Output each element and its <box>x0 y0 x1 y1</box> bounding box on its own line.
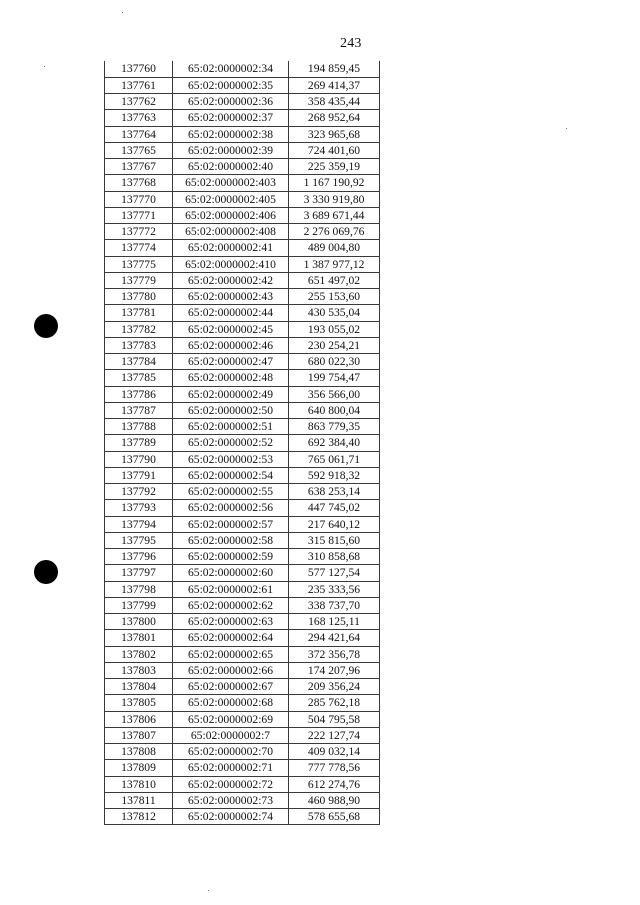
record-number-cell: 137788 <box>105 419 173 435</box>
cadastral-value-cell: 294 421,64 <box>289 630 380 646</box>
table-row <box>105 484 380 500</box>
table-row <box>105 597 380 613</box>
record-number-cell: 137795 <box>105 532 173 548</box>
cadastral-value-cell: 285 762,18 <box>289 695 380 711</box>
table-row <box>105 792 380 808</box>
cadastral-number-cell: 65:02:0000002:64 <box>173 630 289 646</box>
cadastral-number-cell: 65:02:0000002:51 <box>173 419 289 435</box>
record-number-cell: 137799 <box>105 597 173 613</box>
cadastral-number-cell: 65:02:0000002:405 <box>173 191 289 207</box>
table-row <box>105 386 380 402</box>
table-row <box>105 289 380 305</box>
cadastral-value-cell: 230 254,21 <box>289 337 380 353</box>
record-number-cell: 137764 <box>105 126 173 142</box>
table-row <box>105 126 380 142</box>
table-row <box>105 695 380 711</box>
cadastral-number-cell: 65:02:0000002:406 <box>173 207 289 223</box>
table-row <box>105 809 380 825</box>
table-row <box>105 402 380 418</box>
registry-table <box>104 61 380 825</box>
cadastral-value-cell: 235 333,56 <box>289 581 380 597</box>
cadastral-number-cell: 65:02:0000002:74 <box>173 809 289 825</box>
record-number-cell: 137808 <box>105 744 173 760</box>
cadastral-value-cell: 724 401,60 <box>289 142 380 158</box>
record-number-cell: 137793 <box>105 500 173 516</box>
cadastral-value-cell: 651 497,02 <box>289 272 380 288</box>
cadastral-number-cell: 65:02:0000002:70 <box>173 744 289 760</box>
cadastral-value-cell: 578 655,68 <box>289 809 380 825</box>
cadastral-number-cell: 65:02:0000002:56 <box>173 500 289 516</box>
cadastral-value-cell: 577 127,54 <box>289 565 380 581</box>
scan-speck <box>122 12 123 13</box>
table-row <box>105 744 380 760</box>
cadastral-number-cell: 65:02:0000002:60 <box>173 565 289 581</box>
record-number-cell: 137806 <box>105 711 173 727</box>
cadastral-value-cell: 225 359,19 <box>289 159 380 175</box>
table-row <box>105 61 380 77</box>
record-number-cell: 137772 <box>105 224 173 240</box>
record-number-cell: 137768 <box>105 175 173 191</box>
record-number-cell: 137803 <box>105 662 173 678</box>
cadastral-value-cell: 1 387 977,12 <box>289 256 380 272</box>
cadastral-number-cell: 65:02:0000002:72 <box>173 776 289 792</box>
cadastral-value-cell: 3 330 919,80 <box>289 191 380 207</box>
registry-table-body <box>105 61 380 825</box>
table-row <box>105 630 380 646</box>
cadastral-value-cell: 863 779,35 <box>289 419 380 435</box>
cadastral-number-cell: 65:02:0000002:68 <box>173 695 289 711</box>
cadastral-number-cell: 65:02:0000002:62 <box>173 597 289 613</box>
table-row <box>105 614 380 630</box>
scan-speck <box>566 128 567 129</box>
scan-speck <box>208 890 209 891</box>
cadastral-value-cell: 638 253,14 <box>289 484 380 500</box>
cadastral-number-cell: 65:02:0000002:47 <box>173 354 289 370</box>
table-row <box>105 94 380 110</box>
cadastral-number-cell: 65:02:0000002:58 <box>173 532 289 548</box>
cadastral-number-cell: 65:02:0000002:44 <box>173 305 289 321</box>
table-row <box>105 224 380 240</box>
punch-hole <box>34 560 58 584</box>
cadastral-number-cell: 65:02:0000002:42 <box>173 272 289 288</box>
record-number-cell: 137790 <box>105 451 173 467</box>
table-row <box>105 354 380 370</box>
cadastral-value-cell: 592 918,32 <box>289 467 380 483</box>
table-row <box>105 305 380 321</box>
cadastral-value-cell: 255 153,60 <box>289 289 380 305</box>
cadastral-number-cell: 65:02:0000002:66 <box>173 662 289 678</box>
cadastral-value-cell: 504 795,58 <box>289 711 380 727</box>
record-number-cell: 137765 <box>105 142 173 158</box>
table-row <box>105 240 380 256</box>
table-row <box>105 77 380 93</box>
table-row <box>105 679 380 695</box>
table-row <box>105 451 380 467</box>
cadastral-number-cell: 65:02:0000002:55 <box>173 484 289 500</box>
record-number-cell: 137782 <box>105 321 173 337</box>
table-row <box>105 272 380 288</box>
table-row <box>105 662 380 678</box>
cadastral-number-cell: 65:02:0000002:403 <box>173 175 289 191</box>
record-number-cell: 137800 <box>105 614 173 630</box>
record-number-cell: 137810 <box>105 776 173 792</box>
record-number-cell: 137771 <box>105 207 173 223</box>
record-number-cell: 137794 <box>105 516 173 532</box>
record-number-cell: 137789 <box>105 435 173 451</box>
cadastral-value-cell: 430 535,04 <box>289 305 380 321</box>
record-number-cell: 137783 <box>105 337 173 353</box>
record-number-cell: 137798 <box>105 581 173 597</box>
table-row <box>105 581 380 597</box>
table-row <box>105 191 380 207</box>
table-row <box>105 727 380 743</box>
cadastral-number-cell: 65:02:0000002:69 <box>173 711 289 727</box>
cadastral-number-cell: 65:02:0000002:7 <box>173 727 289 743</box>
cadastral-value-cell: 680 022,30 <box>289 354 380 370</box>
table-row <box>105 711 380 727</box>
cadastral-value-cell: 268 952,64 <box>289 110 380 126</box>
record-number-cell: 137801 <box>105 630 173 646</box>
cadastral-value-cell: 194 859,45 <box>289 61 380 77</box>
record-number-cell: 137763 <box>105 110 173 126</box>
cadastral-number-cell: 65:02:0000002:65 <box>173 646 289 662</box>
record-number-cell: 137784 <box>105 354 173 370</box>
table-row <box>105 776 380 792</box>
cadastral-value-cell: 338 737,70 <box>289 597 380 613</box>
scan-speck <box>44 66 45 67</box>
cadastral-value-cell: 358 435,44 <box>289 94 380 110</box>
table-row <box>105 760 380 776</box>
cadastral-value-cell: 209 356,24 <box>289 679 380 695</box>
cadastral-number-cell: 65:02:0000002:63 <box>173 614 289 630</box>
cadastral-number-cell: 65:02:0000002:48 <box>173 370 289 386</box>
cadastral-number-cell: 65:02:0000002:39 <box>173 142 289 158</box>
record-number-cell: 137812 <box>105 809 173 825</box>
cadastral-number-cell: 65:02:0000002:54 <box>173 467 289 483</box>
cadastral-value-cell: 199 754,47 <box>289 370 380 386</box>
table-row <box>105 175 380 191</box>
cadastral-number-cell: 65:02:0000002:410 <box>173 256 289 272</box>
record-number-cell: 137760 <box>105 61 173 77</box>
cadastral-value-cell: 269 414,37 <box>289 77 380 93</box>
page-number: 243 <box>340 36 362 51</box>
cadastral-number-cell: 65:02:0000002:40 <box>173 159 289 175</box>
cadastral-value-cell: 640 800,04 <box>289 402 380 418</box>
cadastral-value-cell: 1 167 190,92 <box>289 175 380 191</box>
table-row <box>105 549 380 565</box>
cadastral-number-cell: 65:02:0000002:71 <box>173 760 289 776</box>
table-row <box>105 516 380 532</box>
cadastral-number-cell: 65:02:0000002:45 <box>173 321 289 337</box>
table-row <box>105 207 380 223</box>
table-row <box>105 467 380 483</box>
record-number-cell: 137775 <box>105 256 173 272</box>
table-row <box>105 646 380 662</box>
cadastral-number-cell: 65:02:0000002:57 <box>173 516 289 532</box>
cadastral-value-cell: 174 207,96 <box>289 662 380 678</box>
record-number-cell: 137761 <box>105 77 173 93</box>
table-row <box>105 337 380 353</box>
cadastral-number-cell: 65:02:0000002:408 <box>173 224 289 240</box>
cadastral-number-cell: 65:02:0000002:36 <box>173 94 289 110</box>
record-number-cell: 137786 <box>105 386 173 402</box>
table-row <box>105 370 380 386</box>
cadastral-number-cell: 65:02:0000002:50 <box>173 402 289 418</box>
cadastral-number-cell: 65:02:0000002:49 <box>173 386 289 402</box>
cadastral-value-cell: 217 640,12 <box>289 516 380 532</box>
record-number-cell: 137809 <box>105 760 173 776</box>
cadastral-number-cell: 65:02:0000002:46 <box>173 337 289 353</box>
record-number-cell: 137807 <box>105 727 173 743</box>
cadastral-number-cell: 65:02:0000002:41 <box>173 240 289 256</box>
cadastral-number-cell: 65:02:0000002:53 <box>173 451 289 467</box>
cadastral-value-cell: 460 988,90 <box>289 792 380 808</box>
cadastral-value-cell: 777 778,56 <box>289 760 380 776</box>
cadastral-value-cell: 356 566,00 <box>289 386 380 402</box>
cadastral-value-cell: 612 274,76 <box>289 776 380 792</box>
cadastral-value-cell: 193 055,02 <box>289 321 380 337</box>
record-number-cell: 137797 <box>105 565 173 581</box>
cadastral-value-cell: 315 815,60 <box>289 532 380 548</box>
record-number-cell: 137785 <box>105 370 173 386</box>
cadastral-number-cell: 65:02:0000002:35 <box>173 77 289 93</box>
cadastral-value-cell: 447 745,02 <box>289 500 380 516</box>
cadastral-value-cell: 2 276 069,76 <box>289 224 380 240</box>
punch-hole <box>34 314 58 338</box>
cadastral-number-cell: 65:02:0000002:73 <box>173 792 289 808</box>
cadastral-value-cell: 765 061,71 <box>289 451 380 467</box>
record-number-cell: 137787 <box>105 402 173 418</box>
cadastral-value-cell: 372 356,78 <box>289 646 380 662</box>
record-number-cell: 137780 <box>105 289 173 305</box>
cadastral-number-cell: 65:02:0000002:52 <box>173 435 289 451</box>
cadastral-value-cell: 323 965,68 <box>289 126 380 142</box>
table-row <box>105 435 380 451</box>
record-number-cell: 137770 <box>105 191 173 207</box>
table-row <box>105 565 380 581</box>
table-row <box>105 419 380 435</box>
cadastral-value-cell: 3 689 671,44 <box>289 207 380 223</box>
cadastral-value-cell: 222 127,74 <box>289 727 380 743</box>
cadastral-number-cell: 65:02:0000002:34 <box>173 61 289 77</box>
table-row <box>105 142 380 158</box>
table-row <box>105 110 380 126</box>
cadastral-value-cell: 310 858,68 <box>289 549 380 565</box>
cadastral-number-cell: 65:02:0000002:43 <box>173 289 289 305</box>
cadastral-number-cell: 65:02:0000002:61 <box>173 581 289 597</box>
record-number-cell: 137805 <box>105 695 173 711</box>
record-number-cell: 137796 <box>105 549 173 565</box>
cadastral-value-cell: 168 125,11 <box>289 614 380 630</box>
record-number-cell: 137791 <box>105 467 173 483</box>
table-row <box>105 159 380 175</box>
cadastral-value-cell: 692 384,40 <box>289 435 380 451</box>
cadastral-value-cell: 489 004,80 <box>289 240 380 256</box>
record-number-cell: 137774 <box>105 240 173 256</box>
cadastral-number-cell: 65:02:0000002:67 <box>173 679 289 695</box>
record-number-cell: 137767 <box>105 159 173 175</box>
table-row <box>105 532 380 548</box>
record-number-cell: 137792 <box>105 484 173 500</box>
record-number-cell: 137811 <box>105 792 173 808</box>
record-number-cell: 137804 <box>105 679 173 695</box>
table-row <box>105 321 380 337</box>
table-row <box>105 500 380 516</box>
record-number-cell: 137781 <box>105 305 173 321</box>
record-number-cell: 137802 <box>105 646 173 662</box>
cadastral-number-cell: 65:02:0000002:59 <box>173 549 289 565</box>
table-row <box>105 256 380 272</box>
record-number-cell: 137779 <box>105 272 173 288</box>
record-number-cell: 137762 <box>105 94 173 110</box>
cadastral-number-cell: 65:02:0000002:37 <box>173 110 289 126</box>
cadastral-number-cell: 65:02:0000002:38 <box>173 126 289 142</box>
cadastral-value-cell: 409 032,14 <box>289 744 380 760</box>
